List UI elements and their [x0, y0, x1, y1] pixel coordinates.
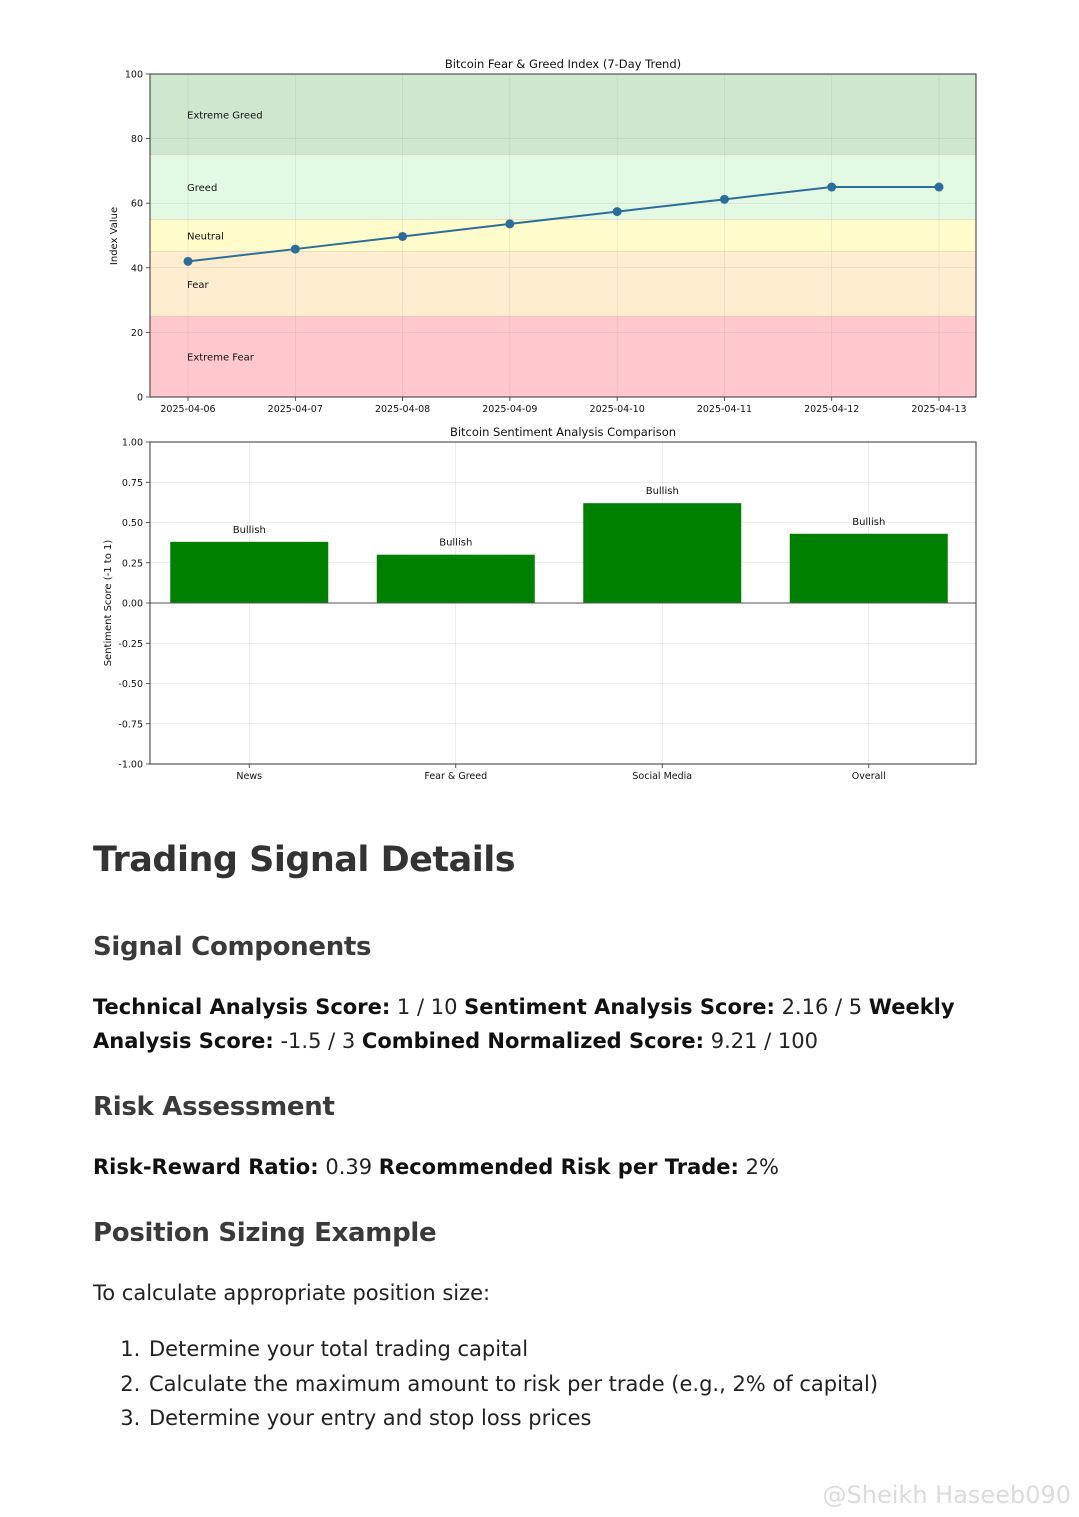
list-item: 1. Determine your total trading capital: [147, 1332, 993, 1367]
risk-per-trade-value: 2%: [745, 1155, 779, 1179]
y-tick-label: -0.25: [118, 638, 143, 650]
band-label: Greed: [187, 183, 218, 195]
data-point: [827, 183, 836, 192]
data-point: [613, 207, 622, 216]
y-tick-label: 20: [130, 327, 143, 339]
bar-data-label: Bullish: [852, 516, 886, 528]
band-neutral: [150, 219, 976, 251]
data-point: [398, 232, 407, 241]
technical-score-label: Technical Analysis Score:: [93, 995, 391, 1019]
y-tick-label: -1.00: [118, 759, 143, 771]
data-point: [720, 195, 729, 204]
x-tick-label: 2025-04-06: [160, 404, 216, 415]
list-item: 2. Calculate the maximum amount to risk per trade (e.g., 2% of capital): [147, 1367, 993, 1402]
list-item: 3. Determine your entry and stop loss prices: [147, 1401, 993, 1436]
data-point: [184, 257, 193, 266]
y-tick-label: 0.75: [121, 477, 143, 489]
band-extreme-greed: [150, 74, 976, 155]
x-tick-label: 2025-04-12: [804, 404, 860, 415]
page-title: Trading Signal Details: [93, 840, 516, 880]
x-tick-label: 2025-04-07: [267, 404, 323, 415]
weekly-score-label: Weekly Analysis Score:: [93, 995, 955, 1053]
x-tick-label: 2025-04-08: [374, 404, 431, 415]
y-tick-label: 40: [130, 263, 143, 275]
signal-components-text: [93, 990, 993, 1058]
x-tick-label: 2025-04-11: [696, 404, 753, 415]
bar: [170, 542, 328, 603]
y-tick-label: 0.25: [121, 558, 143, 570]
risk-assessment-text: [93, 1150, 993, 1184]
y-tick-label: 1.00: [121, 437, 143, 449]
y-tick-label: -0.75: [118, 719, 143, 731]
y-tick-label: 0: [136, 392, 143, 404]
band-label: Extreme Fear: [187, 352, 254, 364]
y-tick-label: 80: [130, 134, 143, 146]
band-label: Neutral: [187, 231, 224, 243]
sentiment-score-value: 2.16 / 5: [781, 995, 863, 1019]
risk-per-trade-label: Recommended Risk per Trade:: [378, 1155, 739, 1179]
data-point: [505, 219, 514, 228]
x-tick-label: 2025-04-10: [589, 404, 645, 415]
x-tick-label: Overall: [851, 771, 886, 782]
bar: [790, 534, 948, 603]
bar-data-label: Bullish: [645, 486, 679, 498]
fear-greed-chart-title: Bitcoin Fear & Greed Index (7-Day Trend): [444, 57, 682, 71]
sentiment-y-axis-label: Sentiment Score (-1 to 1): [103, 539, 114, 667]
y-tick-label: 60: [130, 198, 143, 210]
data-point: [935, 183, 944, 192]
y-tick-label: 0.50: [121, 518, 143, 529]
x-tick-label: 2025-04-13: [911, 404, 967, 415]
x-tick-label: 2025-04-09: [482, 404, 538, 415]
fear-greed-chart: [109, 57, 976, 415]
combined-score-label: Combined Normalized Score:: [361, 1029, 705, 1053]
risk-reward-label: Risk-Reward Ratio:: [93, 1155, 319, 1179]
sentiment-chart-title: Bitcoin Sentiment Analysis Comparison: [449, 425, 677, 439]
position-sizing-heading: Position Sizing Example: [93, 1218, 437, 1248]
bar-data-label: Bullish: [232, 524, 266, 536]
sentiment-chart: [103, 425, 976, 782]
band-label: Fear: [187, 279, 209, 291]
y-tick-label: -0.50: [118, 679, 143, 690]
position-sizing-intro: To calculate appropriate position size:: [93, 1281, 491, 1305]
x-tick-label: Fear & Greed: [424, 771, 488, 782]
x-tick-label: News: [236, 771, 263, 782]
combined-score-value: 9.21 / 100: [710, 1029, 818, 1053]
weekly-score-value: -1.5 / 3: [280, 1029, 356, 1053]
sentiment-score-label: Sentiment Analysis Score:: [464, 995, 775, 1019]
band-fear: [150, 252, 976, 317]
trading-signal-document: [93, 840, 993, 1436]
risk-reward-value: 0.39: [325, 1155, 373, 1179]
data-point: [291, 245, 300, 254]
bar: [377, 555, 535, 603]
watermark: @Sheikh Haseeb090: [822, 1481, 1071, 1509]
position-sizing-steps: [93, 1332, 993, 1436]
y-tick-label: 100: [124, 69, 143, 81]
y-tick-label: 0.00: [121, 598, 143, 610]
bar-data-label: Bullish: [439, 537, 473, 549]
x-tick-label: Social Media: [632, 771, 693, 782]
technical-score-value: 1 / 10: [396, 995, 458, 1019]
fear-greed-y-axis-label: Index Value: [109, 206, 120, 266]
band-extreme-fear: [150, 316, 976, 397]
bar: [583, 503, 741, 603]
signal-components-heading: Signal Components: [93, 932, 372, 962]
band-label: Extreme Greed: [187, 110, 263, 122]
risk-assessment-heading: Risk Assessment: [93, 1092, 335, 1122]
